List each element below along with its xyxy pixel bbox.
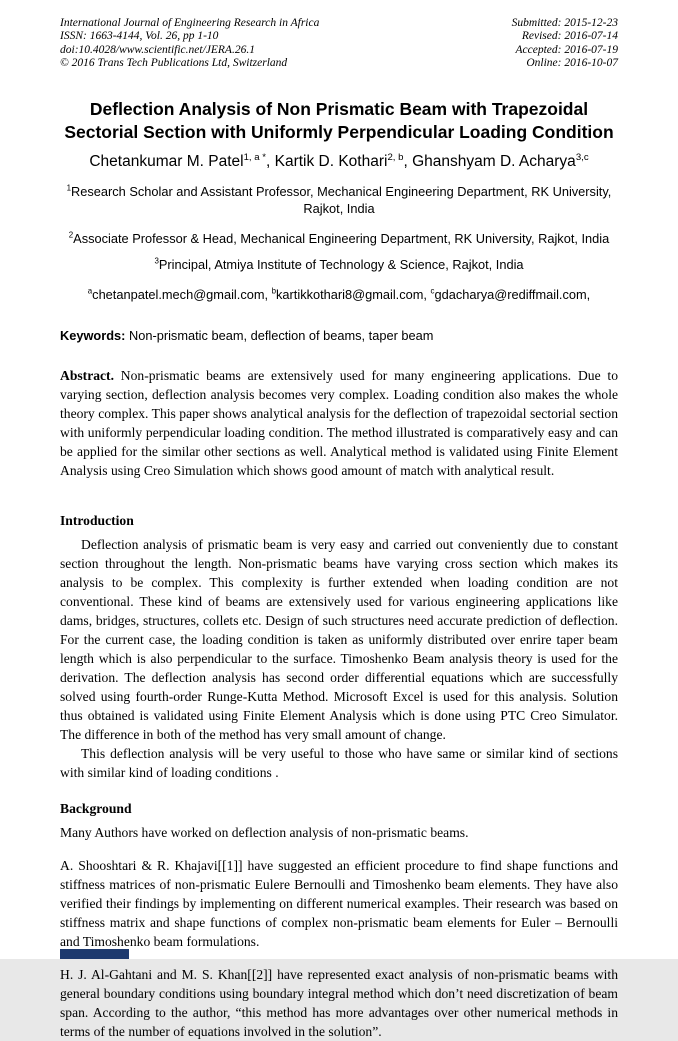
email-b: $^b$kartikkothari8@gmail.com,: [271, 286, 431, 302]
author-3-sup: 3,c: [575, 151, 589, 163]
journal-header: [60, 17, 618, 71]
journal-issn-vol: ISSN: 1663-4144, Vol. 26, pp 1-10: [60, 30, 219, 43]
background-paragraph-2: A. Shooshtari & R. Khajavi[[1]] have suggested an efficient procedure to find shape functions and stiffness matrices of non-prismatic Eulere Bernoulli and Timoshenko beam elements. They have also verified their findings by implementing on different numerical examples. Their research was based on stiffness matrix and shape functions of complex non-prismatic beam elements for Euler – Bernoulli and Timoshenko beam formulations.: [60, 857, 618, 949]
introduction-paragraph-1: Deflection analysis of prismatic beam is very easy and carried out conveniently due to constant section throughout the length. Non-prismatic beams have varying cross section which makes its analysis to be complex. This complexity is further extended when loading condition are not conventional. These kind of beams are extensively used for various engineering applications like dams, bridges, structures, collets etc. Design of such structures need accurate prediction of deflection. For the current case, the loading condition is taken as uniformly distributed over enrire taper beam length which is also perpendicular to the surface. Timoshenko Beam analysis theory is used for the derivation. The deflection analysis has second order differential equations which are successfully solved using fourth-order Runge-Kutta Method. Microsoft Excel is used for this analysis. Solution thus obtained is validated using Finite Element Analysis which is done using PTC Creo Simulator. The difference in both of the method has very small amount of change.: [60, 536, 618, 742]
affiliation-1: $^1$Research Scholar and Assistant Professor, Mechanical Engineering Department, RK University, Rajkot, India: [66, 183, 612, 216]
author-2: Kartik D. Kothari$^{2, b}$,: [274, 151, 413, 170]
journal-info: [60, 17, 319, 71]
date-submitted: Submitted: 2015-12-23: [511, 17, 618, 29]
date-accepted: Accepted: 2016-07-19: [515, 43, 618, 56]
journal-doi: doi:10.4028/www.scientific.net/JERA.26.1: [60, 43, 255, 56]
author-1: Chetankumar M. Patel$^{1, a *}$,: [89, 151, 275, 170]
date-online: Online: 2016-10-07: [526, 57, 618, 70]
keywords-text: Non-prismatic beam, deflection of beams, taper beam: [125, 327, 434, 343]
authors-line: [60, 153, 618, 171]
affiliation-2-sup: 2: [68, 230, 74, 240]
email-a: $^a$chetanpatel.mech@gmail.com,: [87, 286, 272, 302]
abstract-text: Non-prismatic beams are extensively used for many engineering applications. Due to varying section, deflection analysis becomes very complex. Loading condition also makes the whole theory complex. This paper shows analytical analysis for the deflection of trapezoidal sectorial section with uniformly perpendicular loading condition. The method illustrated is comparatively easy and can be applied for the similar other sections as well. Analytical method is validated using Finite Element Analysis using Creo Simulation which shows good amount of match with analytical result.: [60, 367, 618, 478]
section-heading-background: Background: [60, 800, 132, 816]
keywords-line: [60, 328, 618, 343]
email-c: $^c$gdacharya@rediffmail.com,: [430, 286, 591, 302]
author-2-sup: 2, b: [387, 151, 404, 163]
affiliation-3: $^3$Principal, Atmiya Institute of Technology & Science, Rajkot, India: [154, 256, 524, 272]
journal-name: International Journal of Engineering Research in Africa: [60, 17, 320, 29]
background-paragraph-1: Many Authors have worked on deflection analysis of non-prismatic beams.: [60, 824, 469, 840]
affiliation-2: $^2$Associate Professor & Head, Mechanical Engineering Department, RK University, Rajkot, India: [68, 230, 610, 246]
author-3: Ghanshyam D. Acharya$^{3,c}$: [412, 151, 589, 170]
author-1-sup: 1, a *: [243, 151, 266, 163]
affiliation-3-sup: 3: [154, 256, 159, 266]
abstract-label: Abstract.: [60, 367, 114, 383]
page-bottom-marker: [60, 949, 129, 959]
paper-title: Deflection Analysis of Non Prismatic Beam with Trapezoidal Sectorial Section with Uniformly Perpendicular Loading Condition: [64, 98, 614, 142]
journal-copyright: © 2016 Trans Tech Publications Ltd, Switzerland: [60, 57, 288, 70]
submission-dates: [512, 17, 618, 71]
abstract-paragraph: [60, 366, 618, 480]
section-heading-introduction: Introduction: [60, 512, 134, 528]
background-paragraph-3: H. J. Al-Gahtani and M. S. Khan[[2]] have represented exact analysis of non-prismatic beams with general boundary conditions using boundary integral method which don’t need discretization of beam span. According to the author, “this method has more advantages over other numerical methods in terms of the number of equations involved in the solution”.: [60, 966, 618, 1039]
date-revised: Revised: 2016-07-14: [521, 30, 618, 43]
affiliation-1-sup: 1: [66, 183, 72, 193]
introduction-paragraph-2: This deflection analysis will be very useful to those who have same or similar kind of sections with similar kind of loading conditions .: [60, 745, 618, 780]
author-emails: [60, 287, 618, 302]
keywords-label: Keywords:: [60, 327, 126, 343]
